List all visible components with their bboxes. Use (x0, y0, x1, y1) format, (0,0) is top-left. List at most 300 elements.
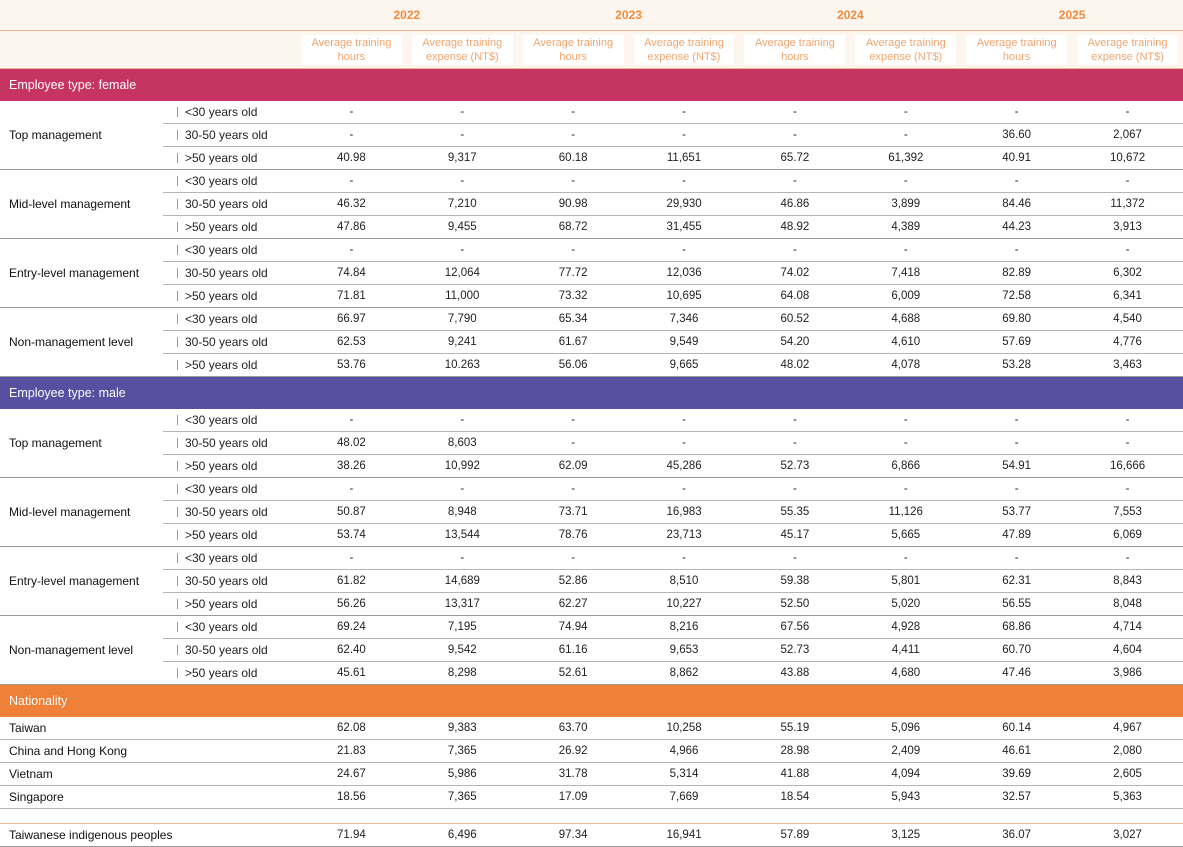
age-cell (163, 482, 296, 496)
value-cell: 53.76 (337, 359, 366, 371)
value-cell: 67.56 (780, 621, 810, 633)
value-cell: - (460, 552, 465, 564)
value-cell: 5,096 (891, 722, 921, 734)
group-label: Entry-level management (9, 574, 140, 588)
value-cell: 71.94 (337, 829, 366, 841)
age-cell (163, 620, 296, 634)
table-row (0, 824, 1183, 846)
table-row (163, 547, 1183, 570)
table-row (163, 308, 1183, 331)
row-divider-tick (177, 268, 178, 278)
value-cell: 56.26 (337, 598, 366, 610)
value-cell: 3,986 (1113, 667, 1142, 679)
value-cell: 9,542 (447, 644, 477, 656)
table-row (163, 570, 1183, 593)
value-cell: - (1014, 552, 1019, 564)
table-row (163, 239, 1183, 262)
value-cell: - (1125, 106, 1130, 118)
table-row (163, 409, 1183, 432)
value-cell: - (460, 244, 465, 256)
value-cell: 9,241 (447, 336, 477, 348)
section-band-nationality: Nationality (0, 685, 1183, 717)
value-cell: 62.31 (1002, 575, 1032, 587)
value-cell: - (903, 414, 908, 426)
value-cell: 26.92 (558, 745, 588, 757)
age-cell (163, 335, 296, 349)
indigenous-section (0, 823, 1183, 847)
age-label: 30-50 years old (185, 643, 268, 657)
year-header: 2022 (393, 8, 421, 22)
value-cell: 8,298 (447, 667, 477, 679)
value-cell: 40.98 (337, 152, 366, 164)
value-cell: 16,983 (666, 506, 702, 518)
value-cell: 6,341 (1113, 290, 1142, 302)
group-label: Top management (9, 436, 102, 450)
value-cell: - (571, 414, 576, 426)
value-cell: 65.34 (558, 313, 588, 325)
age-cell (163, 574, 296, 588)
value-cell: 52.86 (558, 575, 588, 587)
nationality-section (0, 717, 1183, 809)
value-cell: - (793, 106, 797, 118)
value-cell: 60.14 (1002, 722, 1032, 734)
group-rows (163, 170, 1183, 238)
value-cell: 82.89 (1002, 267, 1032, 279)
value-cell: 5,986 (447, 768, 477, 780)
value-cell: 11,372 (1110, 198, 1145, 210)
nationality-label: Singapore (9, 790, 64, 804)
value-cell: - (682, 552, 686, 564)
section-band-female: Employee type: female (0, 69, 1183, 101)
group-rows (163, 616, 1183, 684)
table-row (163, 593, 1183, 615)
age-label: <30 years old (185, 105, 258, 119)
age-cell (163, 128, 296, 142)
row-divider-tick (177, 199, 178, 209)
value-cell: - (793, 129, 797, 141)
value-cell: 13,317 (444, 598, 480, 610)
value-cell: - (349, 106, 354, 118)
age-label: 30-50 years old (185, 574, 268, 588)
row-group (0, 239, 1183, 308)
value-cell: 9,549 (669, 336, 699, 348)
value-cell: 48.02 (780, 359, 810, 371)
value-cell: 55.19 (780, 722, 810, 734)
year-header: 2023 (615, 8, 642, 22)
age-label: >50 years old (185, 597, 258, 611)
row-divider-tick (177, 438, 178, 448)
metric-header-expense: Average training expense (NT$) (855, 35, 956, 65)
value-cell: 72.58 (1002, 290, 1032, 302)
value-cell: 61.16 (558, 644, 588, 656)
age-label: <30 years old (185, 174, 258, 188)
group-rows (163, 239, 1183, 307)
value-cell: 68.86 (1002, 621, 1032, 633)
value-cell: - (460, 129, 465, 141)
table-row (163, 455, 1183, 477)
value-cell: - (682, 175, 686, 187)
value-cell: - (793, 552, 797, 564)
value-cell: 40.91 (1002, 152, 1032, 164)
row-group (0, 409, 1183, 478)
value-cell: 2,080 (1113, 745, 1142, 757)
row-group (0, 101, 1183, 170)
value-cell: 4,688 (891, 313, 921, 325)
row-divider-tick (177, 622, 178, 632)
value-cell: 69.80 (1002, 313, 1032, 325)
value-cell: - (1125, 483, 1130, 495)
age-label: 30-50 years old (185, 505, 268, 519)
row-divider-tick (177, 314, 178, 324)
value-cell: - (903, 129, 908, 141)
age-cell (163, 528, 296, 542)
value-cell: 7,790 (447, 313, 477, 325)
row-divider-tick (177, 291, 178, 301)
table-row (163, 331, 1183, 354)
group-rows (163, 478, 1183, 546)
value-cell: - (1014, 437, 1019, 449)
table-row (163, 262, 1183, 285)
value-cell: 46.86 (780, 198, 810, 210)
value-cell: 18.56 (337, 791, 366, 803)
value-cell: - (903, 175, 908, 187)
table-row (0, 763, 1183, 786)
value-cell: 61,392 (888, 152, 924, 164)
value-cell: - (1014, 106, 1019, 118)
row-divider-tick (177, 668, 178, 678)
value-cell: 8,862 (669, 667, 699, 679)
value-cell: 18.54 (780, 791, 810, 803)
age-label: 30-50 years old (185, 436, 268, 450)
value-cell: 10,992 (444, 460, 480, 472)
value-cell: 12,036 (666, 267, 702, 279)
value-cell: 11,651 (666, 152, 702, 164)
value-cell: 45,286 (666, 460, 702, 472)
value-cell: 16,941 (666, 829, 702, 841)
value-cell: - (903, 483, 908, 495)
value-cell: 66.97 (337, 313, 366, 325)
value-cell: 78.76 (558, 529, 588, 541)
value-cell: 97.34 (558, 829, 588, 841)
group-rows (163, 409, 1183, 477)
value-cell: - (1014, 175, 1019, 187)
row-divider-tick (177, 130, 178, 140)
value-cell: - (460, 106, 465, 118)
group-label: Entry-level management (9, 266, 140, 280)
value-cell: 10,695 (666, 290, 702, 302)
value-cell: 10,258 (666, 722, 702, 734)
value-cell: 4,604 (1113, 644, 1142, 656)
metric-header-expense: Average training expense (NT$) (412, 35, 513, 65)
group-rows (163, 308, 1183, 376)
value-cell: 38.26 (337, 460, 366, 472)
age-cell (163, 436, 296, 450)
value-cell: 45.61 (337, 667, 366, 679)
value-cell: 77.72 (558, 267, 588, 279)
year-header: 2025 (1058, 8, 1086, 22)
age-label: >50 years old (185, 289, 258, 303)
row-divider-tick (177, 153, 178, 163)
age-label: <30 years old (185, 482, 258, 496)
age-label: >50 years old (185, 666, 258, 680)
value-cell: 4,680 (891, 667, 921, 679)
male-section (0, 409, 1183, 685)
table-row (163, 101, 1183, 124)
age-cell (163, 551, 296, 565)
value-cell: 10.263 (444, 359, 480, 371)
age-cell (163, 666, 296, 680)
value-cell: 5,801 (891, 575, 921, 587)
age-label: >50 years old (185, 528, 258, 542)
value-cell: 62.53 (337, 336, 366, 348)
value-cell: 65.72 (780, 152, 810, 164)
value-cell: 5,363 (1113, 791, 1142, 803)
value-cell: 8,048 (1113, 598, 1142, 610)
value-cell: 62.08 (337, 722, 366, 734)
age-cell (163, 505, 296, 519)
year-header-row (0, 0, 1183, 31)
value-cell: 4,411 (891, 644, 920, 656)
value-cell: 46.61 (1002, 745, 1032, 757)
metric-header-hours: Average training hours (966, 35, 1067, 65)
value-cell: - (793, 437, 797, 449)
metric-header-expense: Average training expense (NT$) (1077, 35, 1178, 65)
value-cell: 2,605 (1113, 768, 1142, 780)
value-cell: 7,210 (447, 198, 477, 210)
value-cell: 57.69 (1002, 336, 1032, 348)
value-cell: 48.92 (780, 221, 810, 233)
value-cell: 52.50 (780, 598, 810, 610)
value-cell: - (793, 175, 797, 187)
value-cell: 47.46 (1002, 667, 1032, 679)
value-cell: 56.06 (558, 359, 588, 371)
group-label: Mid-level management (9, 197, 131, 211)
value-cell: 16,666 (1109, 460, 1146, 472)
value-cell: - (682, 244, 686, 256)
value-cell: 7,346 (669, 313, 699, 325)
metric-header-hours: Average training hours (523, 35, 624, 65)
value-cell: 4,610 (891, 336, 921, 348)
value-cell: - (1125, 414, 1130, 426)
age-cell (163, 289, 296, 303)
value-cell: 6,302 (1113, 267, 1142, 279)
value-cell: 5,020 (891, 598, 921, 610)
value-cell: 4,078 (891, 359, 921, 371)
group-label: Top management (9, 128, 102, 142)
value-cell: 3,899 (891, 198, 921, 210)
age-label: 30-50 years old (185, 335, 268, 349)
value-cell: 8,510 (669, 575, 699, 587)
value-cell: 3,463 (1113, 359, 1142, 371)
year-header: 2024 (837, 8, 864, 22)
value-cell: 74.84 (337, 267, 366, 279)
female-section (0, 101, 1183, 377)
value-cell: 36.07 (1002, 829, 1032, 841)
value-cell: 4,540 (1113, 313, 1142, 325)
value-cell: 63.70 (558, 722, 588, 734)
value-cell: - (349, 414, 354, 426)
value-cell: 7,365 (447, 791, 477, 803)
value-cell: 62.09 (558, 460, 588, 472)
value-cell: 6,866 (891, 460, 921, 472)
age-cell (163, 243, 296, 257)
value-cell: - (571, 483, 576, 495)
group-label: Mid-level management (9, 505, 131, 519)
age-cell (163, 151, 296, 165)
value-cell: 10,672 (1109, 152, 1146, 164)
value-cell: 6,069 (1113, 529, 1142, 541)
age-cell (163, 220, 296, 234)
value-cell: 2,067 (1113, 129, 1142, 141)
value-cell: 62.27 (558, 598, 588, 610)
value-cell: - (460, 175, 465, 187)
value-cell: - (903, 106, 908, 118)
age-cell (163, 105, 296, 119)
value-cell: 8,948 (447, 506, 477, 518)
value-cell: - (1014, 414, 1019, 426)
table-row (163, 216, 1183, 238)
value-cell: 6,009 (891, 290, 921, 302)
age-label: >50 years old (185, 220, 258, 234)
value-cell: 54.91 (1002, 460, 1032, 472)
value-cell: 61.82 (337, 575, 366, 587)
value-cell: 4,094 (891, 768, 921, 780)
age-cell (163, 358, 296, 372)
value-cell: - (682, 437, 686, 449)
row-divider-tick (177, 107, 178, 117)
value-cell: 6,496 (447, 829, 477, 841)
row-divider-tick (177, 530, 178, 540)
value-cell: 9,653 (669, 644, 699, 656)
table-row (163, 147, 1183, 169)
value-cell: 74.94 (558, 621, 588, 633)
row-divider-tick (177, 645, 178, 655)
row-group (0, 547, 1183, 616)
value-cell: - (571, 437, 576, 449)
age-cell (163, 413, 296, 427)
value-cell: 84.46 (1002, 198, 1032, 210)
metric-header-expense: Average training expense (NT$) (634, 35, 735, 65)
value-cell: 47.89 (1002, 529, 1032, 541)
value-cell: - (903, 437, 908, 449)
value-cell: - (460, 483, 465, 495)
table-row (163, 478, 1183, 501)
value-cell: 11,126 (888, 506, 923, 518)
value-cell: 44.23 (1002, 221, 1032, 233)
table-row (163, 639, 1183, 662)
table-row (163, 616, 1183, 639)
value-cell: 50.87 (337, 506, 366, 518)
table-row (163, 124, 1183, 147)
value-cell: - (1125, 175, 1130, 187)
value-cell: - (682, 483, 686, 495)
value-cell: 3,027 (1113, 829, 1142, 841)
value-cell: 46.32 (337, 198, 366, 210)
table-row (163, 524, 1183, 546)
value-cell: 43.88 (780, 667, 810, 679)
age-label: <30 years old (185, 551, 258, 565)
table-row (0, 740, 1183, 763)
value-cell: 5,314 (669, 768, 699, 780)
row-divider-tick (177, 484, 178, 494)
value-cell: 3,913 (1113, 221, 1142, 233)
value-cell: - (793, 244, 797, 256)
value-cell: 4,776 (1113, 336, 1142, 348)
value-cell: - (682, 129, 686, 141)
value-cell: - (1125, 244, 1130, 256)
value-cell: 7,553 (1113, 506, 1142, 518)
table-row (163, 193, 1183, 216)
value-cell: - (349, 552, 354, 564)
value-cell: - (903, 552, 908, 564)
value-cell: 45.17 (780, 529, 810, 541)
row-group (0, 616, 1183, 685)
value-cell: 69.24 (337, 621, 366, 633)
value-cell: 64.08 (780, 290, 810, 302)
metric-header-hours: Average training hours (744, 35, 845, 65)
value-cell: 11,000 (445, 290, 480, 302)
value-cell: 52.73 (780, 460, 810, 472)
value-cell: 23,713 (666, 529, 702, 541)
value-cell: 41.88 (780, 768, 810, 780)
value-cell: 32.57 (1002, 791, 1032, 803)
value-cell: 47.86 (337, 221, 366, 233)
row-divider-tick (177, 576, 178, 586)
value-cell: 39.69 (1002, 768, 1032, 780)
value-cell: 9,317 (447, 152, 477, 164)
value-cell: 9,455 (447, 221, 477, 233)
age-cell (163, 459, 296, 473)
value-cell: 4,967 (1113, 722, 1142, 734)
age-label: 30-50 years old (185, 266, 268, 280)
value-cell: - (571, 106, 576, 118)
value-cell: 21.83 (337, 745, 366, 757)
row-divider-tick (177, 176, 178, 186)
value-cell: 53.77 (1002, 506, 1032, 518)
nationality-label: Taiwan (9, 721, 47, 735)
value-cell: - (571, 552, 576, 564)
group-label: Non-management level (9, 643, 134, 657)
row-group (0, 478, 1183, 547)
row-divider-tick (177, 553, 178, 563)
value-cell: - (349, 175, 354, 187)
value-cell: 73.32 (558, 290, 588, 302)
group-rows (163, 547, 1183, 615)
value-cell: 71.81 (337, 290, 366, 302)
value-cell: 60.70 (1002, 644, 1032, 656)
value-cell: - (682, 106, 686, 118)
value-cell: 2,409 (891, 745, 921, 757)
age-cell (163, 643, 296, 657)
value-cell: 31,455 (666, 221, 702, 233)
row-group (0, 308, 1183, 377)
value-cell: 9,665 (669, 359, 699, 371)
value-cell: - (1125, 437, 1130, 449)
age-label: 30-50 years old (185, 128, 268, 142)
value-cell: 61.67 (558, 336, 588, 348)
row-divider-tick (177, 360, 178, 370)
value-cell: 62.40 (337, 644, 366, 656)
age-cell (163, 174, 296, 188)
value-cell: 68.72 (558, 221, 588, 233)
row-divider-tick (177, 222, 178, 232)
age-label: >50 years old (185, 459, 258, 473)
value-cell: - (349, 483, 354, 495)
metric-header-hours: Average training hours (301, 35, 402, 65)
value-cell: 55.35 (780, 506, 810, 518)
value-cell: 52.61 (558, 667, 588, 679)
age-label: <30 years old (185, 620, 258, 634)
